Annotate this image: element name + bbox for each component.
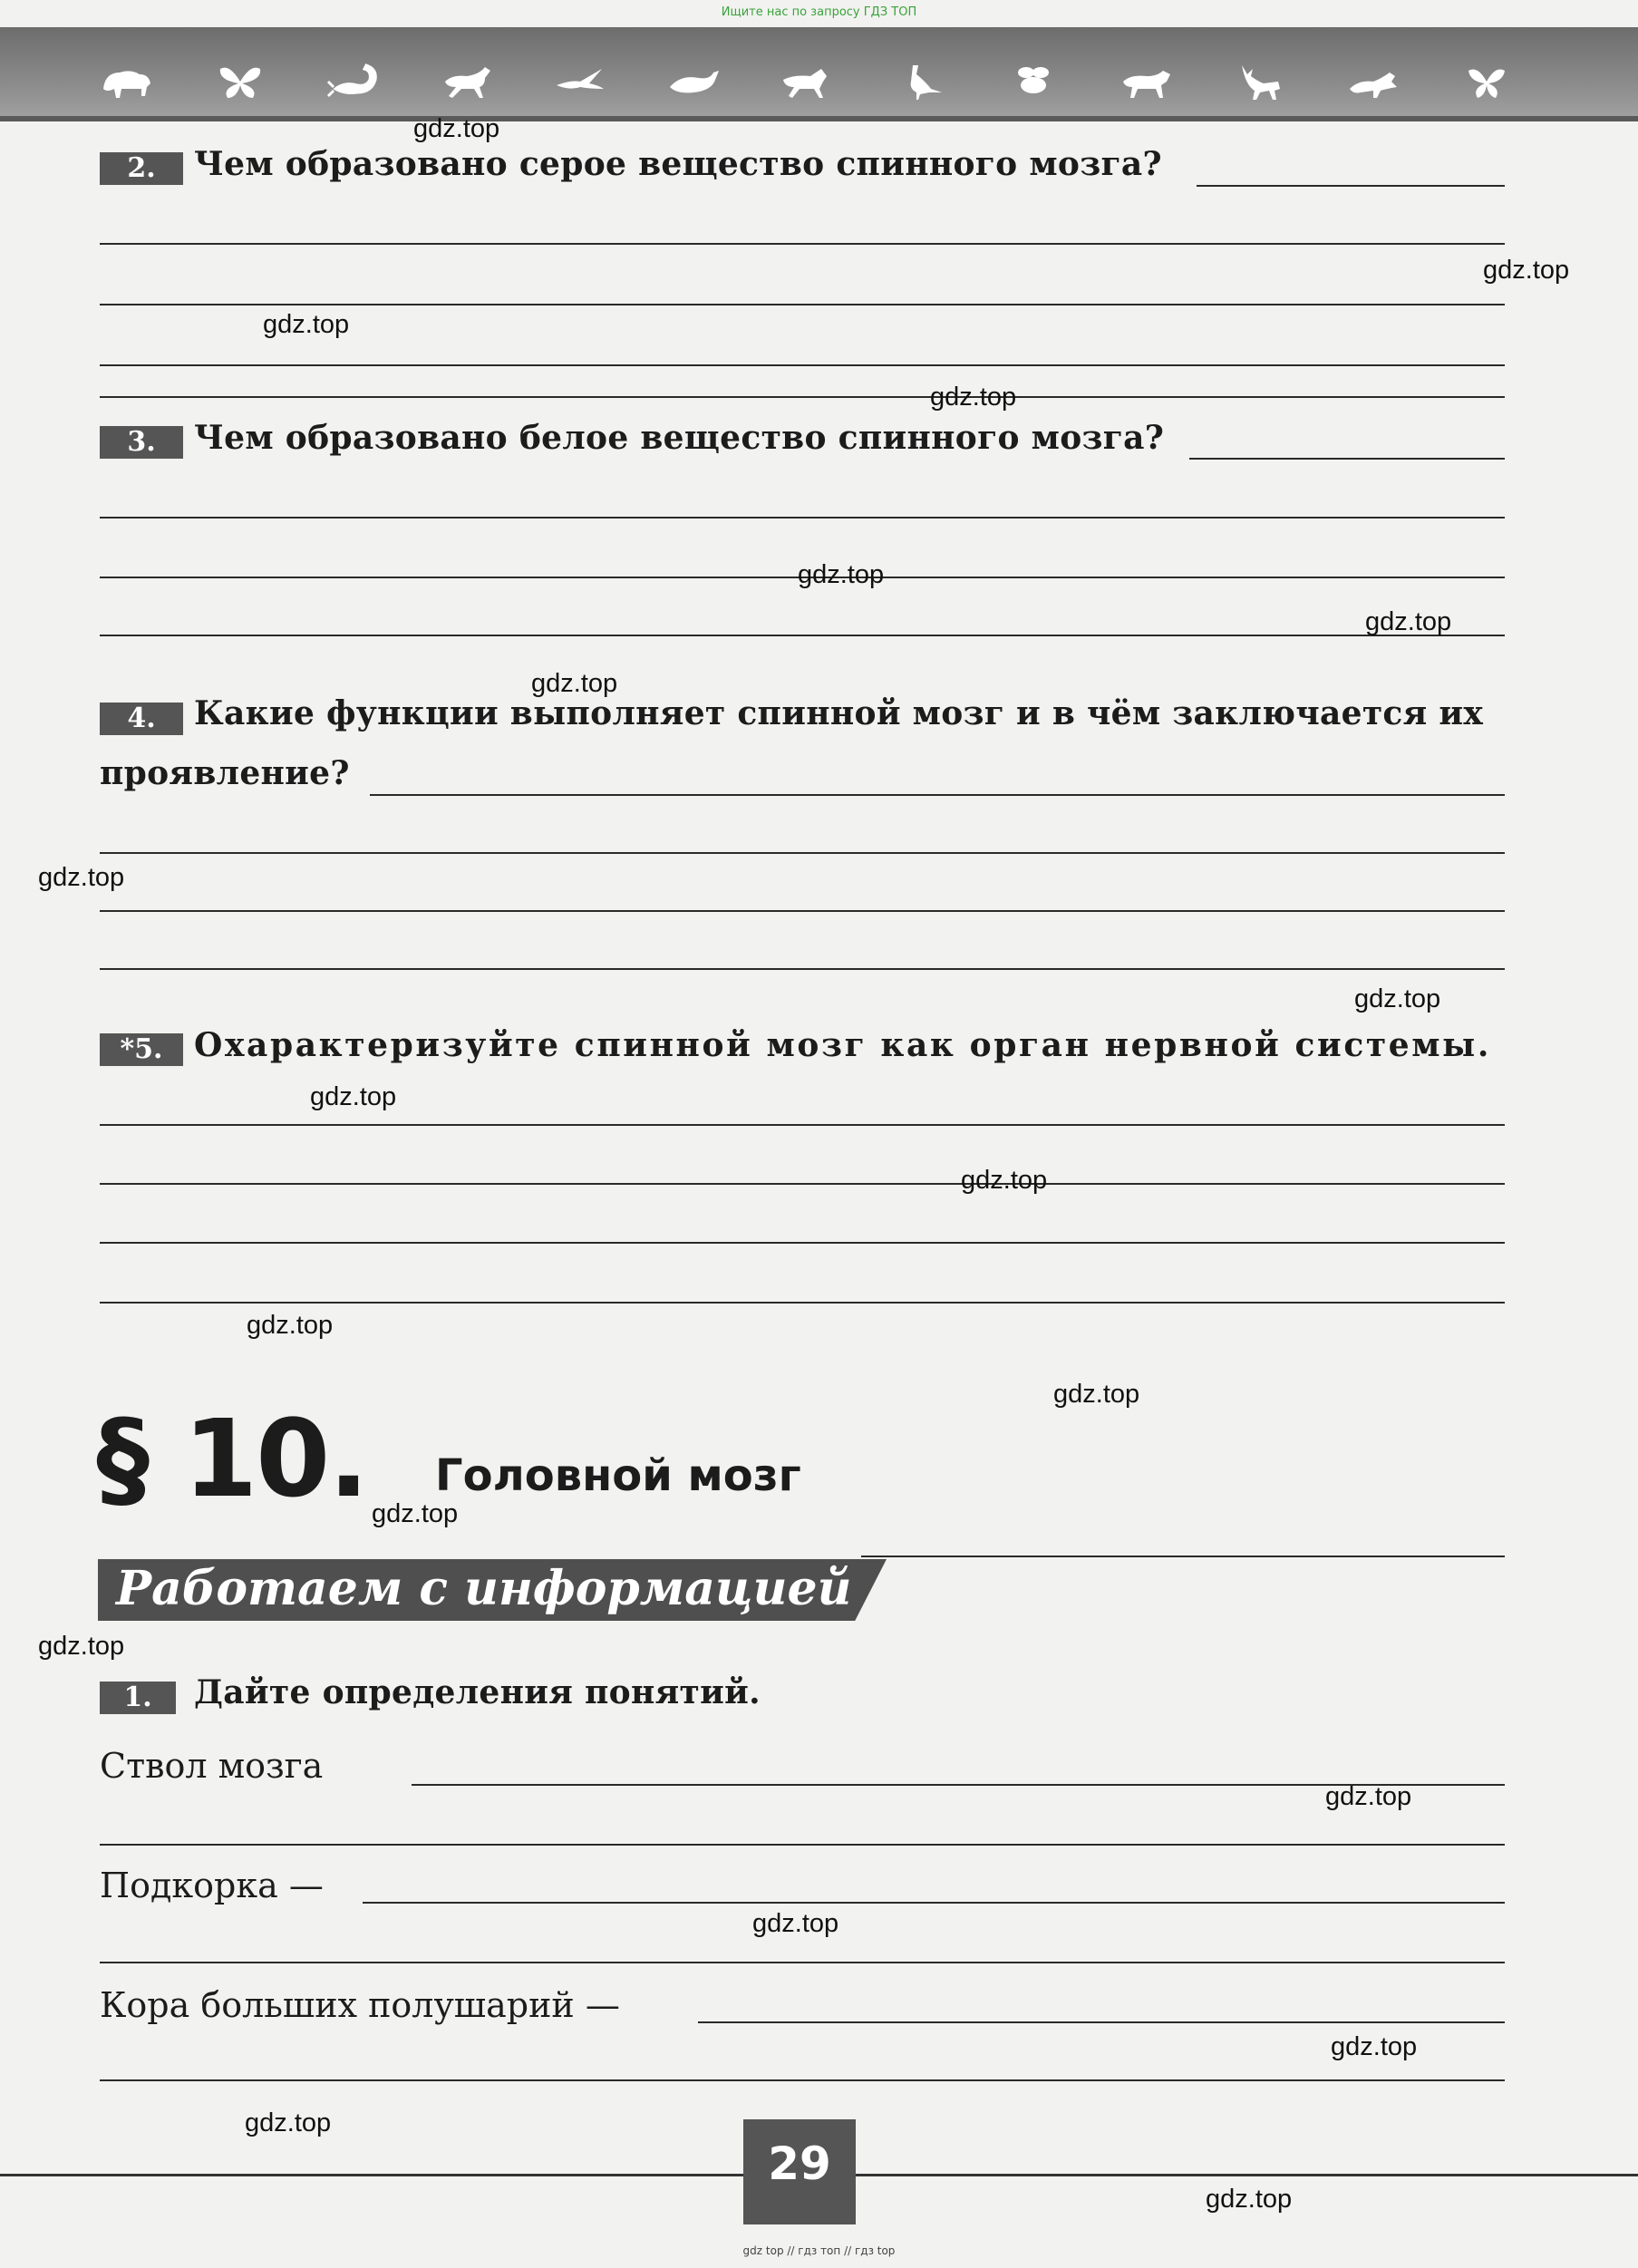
bison-icon <box>100 62 154 102</box>
page-number: 29 <box>768 2137 831 2190</box>
answer-line[interactable] <box>100 2079 1505 2081</box>
header-banner-border <box>0 116 1638 121</box>
watermark: gdz.top <box>1325 1782 1412 1811</box>
watermark: gdz.top <box>413 114 500 143</box>
question-4-text-line2: проявление? <box>100 754 350 792</box>
answer-line[interactable] <box>363 1902 1505 1904</box>
answer-line[interactable] <box>100 1124 1505 1126</box>
watermark: gdz.top <box>38 863 125 892</box>
butterfly-icon <box>213 62 267 102</box>
watermark: gdz.top <box>263 310 350 339</box>
watermark: gdz.top <box>961 1166 1048 1195</box>
answer-line[interactable] <box>100 243 1505 245</box>
answer-line[interactable] <box>100 852 1505 854</box>
term-subcortex: Подкорка — <box>100 1866 324 1905</box>
watermark: gdz.top <box>38 1632 125 1661</box>
answer-line[interactable] <box>100 1844 1505 1846</box>
question-5-text: Охарактеризуйте спинной мозг как орган нервной системы. <box>194 1026 1491 1064</box>
question-4-text-line1: Какие функции выполняет спинной мозг и в чём заключается их <box>194 694 1484 732</box>
answer-line[interactable] <box>100 968 1505 970</box>
answer-line[interactable] <box>100 396 1505 398</box>
answer-line[interactable] <box>1197 185 1505 187</box>
task-1-number: 1. <box>100 1682 176 1714</box>
bottom-link[interactable]: gdz top // гдз топ // гдз top <box>742 2244 896 2257</box>
section-title: Головной мозг <box>435 1450 801 1501</box>
answer-line[interactable] <box>100 1183 1505 1185</box>
subsection-banner-text: Работаем с информацией <box>116 1561 852 1616</box>
watermark: gdz.top <box>752 1909 839 1938</box>
watermark: gdz.top <box>372 1499 459 1528</box>
watermark: gdz.top <box>798 560 885 589</box>
watermark: gdz.top <box>1354 984 1441 1013</box>
answer-line[interactable] <box>1189 458 1505 460</box>
watermark: gdz.top <box>1365 607 1452 636</box>
question-2-text: Чем образовано серое вещество спинного мозга? <box>194 145 1162 183</box>
term-brainstem: Ствол мозга <box>100 1746 324 1786</box>
watermark: gdz.top <box>245 2108 332 2137</box>
bird-icon <box>553 62 607 102</box>
answer-line[interactable] <box>100 304 1505 305</box>
watermark: gdz.top <box>247 1311 334 1340</box>
answer-line[interactable] <box>100 1962 1505 1963</box>
task-1-text: Дайте определения понятий. <box>194 1673 761 1711</box>
question-2-number: 2. <box>100 152 183 185</box>
top-search-link[interactable]: Ищите нас по запросу ГДЗ ТОП <box>721 5 917 19</box>
answer-line[interactable] <box>370 794 1505 796</box>
watermark: gdz.top <box>1331 2032 1418 2061</box>
question-3-text: Чем образовано белое вещество спинного мозга? <box>194 419 1165 457</box>
watermark: gdz.top <box>1206 2185 1293 2214</box>
watermark: gdz.top <box>1483 256 1570 285</box>
answer-line[interactable] <box>100 1242 1505 1244</box>
horse-icon <box>440 62 494 102</box>
answer-line[interactable] <box>100 1302 1505 1304</box>
section-number: § 10. <box>96 1396 368 1521</box>
answer-line[interactable] <box>100 910 1505 912</box>
scorpion-icon <box>326 62 381 102</box>
watermark: gdz.top <box>531 669 618 698</box>
wolf-icon <box>780 62 834 102</box>
watermark: gdz.top <box>930 383 1017 412</box>
term-cerebral-cortex: Кора больших полушарий — <box>100 1985 620 2025</box>
watermark: gdz.top <box>1053 1380 1140 1409</box>
dog-icon <box>1119 62 1174 102</box>
fox-icon <box>1346 62 1401 102</box>
bee-icon <box>1006 62 1061 102</box>
answer-line[interactable] <box>100 635 1505 636</box>
answer-line[interactable] <box>698 2021 1505 2023</box>
answer-line[interactable] <box>100 517 1505 519</box>
whale-icon <box>666 62 721 102</box>
question-5-number: *5. <box>100 1033 183 1066</box>
deer-icon <box>1233 62 1287 102</box>
moth-icon <box>1459 62 1514 102</box>
question-4-number: 4. <box>100 703 183 735</box>
watermark: gdz.top <box>310 1082 397 1111</box>
animal-silhouette-strip <box>100 56 1514 107</box>
question-3-number: 3. <box>100 426 183 459</box>
heron-icon <box>893 62 947 102</box>
answer-line[interactable] <box>100 364 1505 366</box>
answer-line[interactable] <box>861 1556 1505 1557</box>
